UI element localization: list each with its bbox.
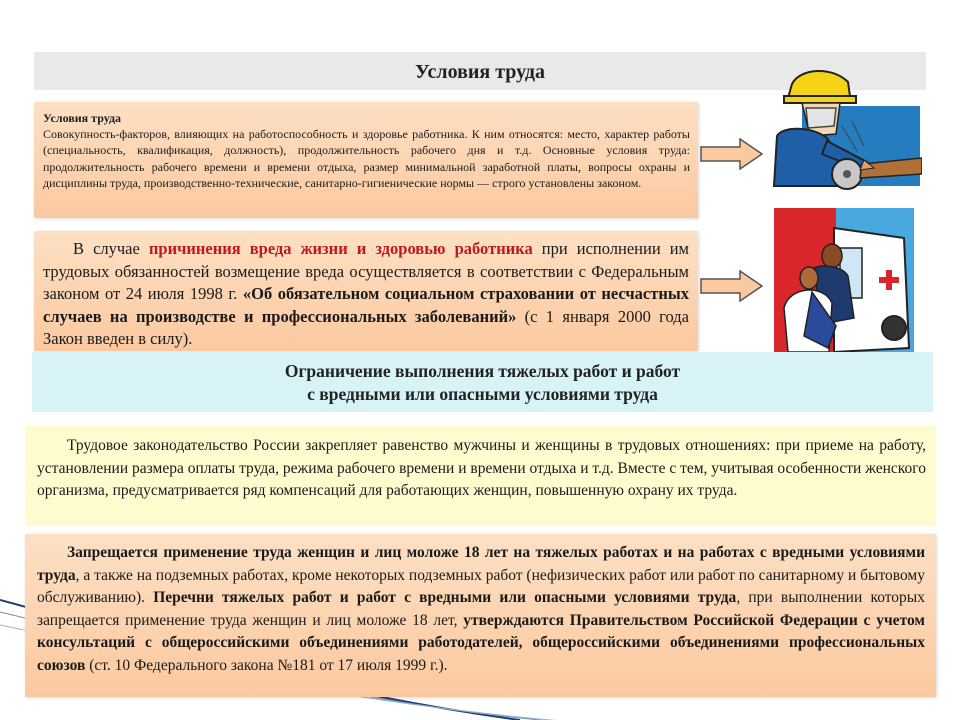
restrictions-header-line-2: с вредными или опасными условиями труда [307,384,658,404]
restrictions-section-header [32,352,933,412]
page-title: Условия труда [34,52,926,90]
arrow-right-icon [700,138,764,170]
box1-body: Совокупность-факторов, влияющих на работоспособность и здоровье работника. К ним относятся: место, характер работы (специальность, квалификация, должность), продолжительность рабочего дня и т.д. Основные условия труда: продолжительность рабочего времени и времени отдыха, размер минимальной заработной платы, вопросы охраны и дисциплины труда, производственно-технические, санитарно-гигиенические нормы — строго установлены законом. [43,127,690,190]
prohibition-bold-1: Запрещается применение труда женщин и лиц моложе 18 лет на тяжелых работах и на работах с вредными условиями труда [37,544,925,584]
prohibition-text-2: , при выполнении которых запрещается применение труда женщин и лиц моложе 18 лет, [37,589,925,629]
prohibition-bold-2: Перечни тяжелых работ и работ с вредными или опасными условиями труда [153,589,737,607]
equality-paragraph-box [25,426,936,526]
prohibition-text-1: , а также на подземных работах, кроме некоторых подземных работ (нефизических работ или работ по санитарному и бытовому обслуживанию). [37,566,925,607]
box2-text-2: при исполнении им трудовых обязанностей возмещение вреда осуществляется в соответствии с Федеральным законом от 24 июля 1998 г. [43,239,689,303]
arrow-right-icon [700,270,764,302]
box2-highlight-red: причинения вреда жизни и здоровью работника [148,239,533,258]
ambulance-illustration [774,208,914,352]
equality-paragraph-text: Трудовое законодательство России закрепляет равенство мужчины и женщины в трудовых отношениях: при приеме на работу, установлении размера оплаты труда, режима рабочего времени и времени отдыха и т.д. Вместе с тем, учитывая особенности женского организма, предусматривается ряд компенсаций для работающих женщин, повышенную охрану их труда. [37,437,926,499]
prohibition-text-3: (ст. 10 Федерального закона №181 от 17 июля 1999 г.). [85,656,448,674]
harm-compensation-box [34,231,698,351]
prohibition-bold-3: утверждаются Правительством Российской Федерации с учетом консультаций с общероссийскими объединениями работодателей, общероссийскими объединениями профессиональных союзов [37,611,925,674]
box1-title: Условия труда [43,111,122,125]
prohibition-paragraph-box [25,534,936,697]
box2-law-title: «Об обязательном социальном страховании от несчастных случаев на производстве и профессиональных заболеваний» [43,284,689,326]
working-conditions-definition-box [34,102,698,218]
worker-with-saw-illustration [772,66,922,196]
box2-text-1: В случае [73,239,149,258]
box2-text-3: (с 1 января 2000 года Закон введен в силу). [43,306,689,348]
restrictions-header-line-1: Ограничение выполнения тяжелых работ и работ [284,361,681,381]
